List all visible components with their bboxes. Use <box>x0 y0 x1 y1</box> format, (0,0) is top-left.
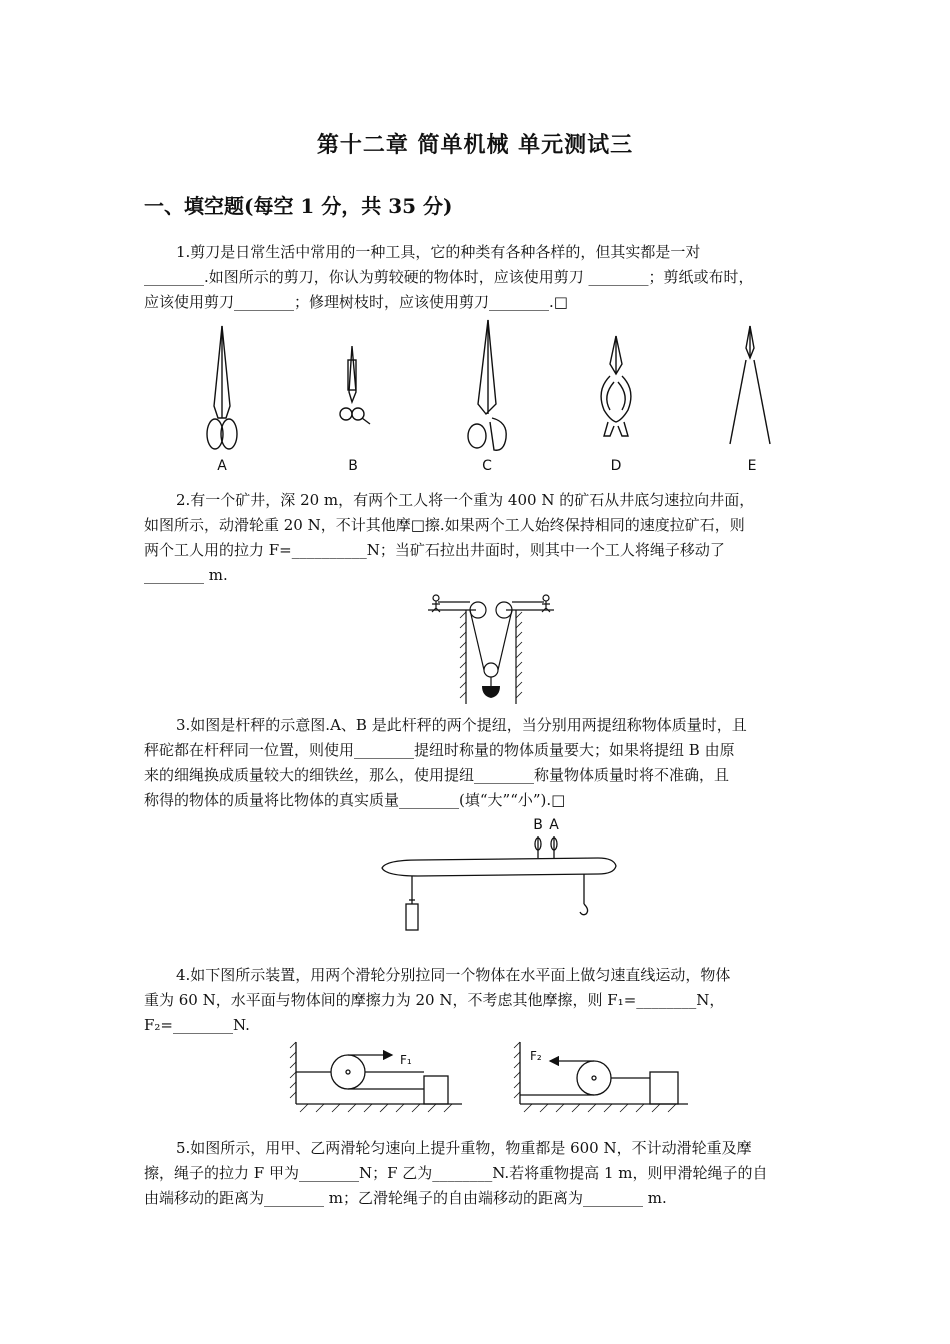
scissors-label-c: C <box>482 458 492 474</box>
steelyard-label-b: B <box>533 817 543 833</box>
question-3 <box>144 713 816 813</box>
question-4 <box>144 963 816 1038</box>
question-2-line-4: ________ m. <box>144 566 228 584</box>
question-3-line-1: 3.如图是杆秤的示意图.A、B 是此杆秤的两个提纽，当分别用两提纽称物体质量时，且 <box>176 716 747 734</box>
question-3-line-3: 来的细绳换成质量较大的细铁丝，那么，使用提纽________称量物体质量时将不准确，且 <box>144 766 730 784</box>
scissors-c-icon <box>468 320 506 450</box>
question-5 <box>144 1136 816 1211</box>
scissors-d-icon <box>601 336 631 436</box>
question-2 <box>144 488 816 588</box>
horizontal-pulley-figure <box>286 1038 696 1114</box>
question-5-line-3: 由端移动的距离为________ m；乙滑轮绳子的自由端移动的距离为________ m. <box>144 1189 667 1207</box>
question-4-line-2: 重为 60 N，水平面与物体间的摩擦力为 20 N，不考虑其他摩擦，则 F₁=________N， <box>144 991 725 1009</box>
scissors-a-icon <box>207 326 237 449</box>
question-1-line-1: 1.剪刀是日常生活中常用的一种工具，它的种类有各种各样的，但其实都是一对 <box>176 243 701 261</box>
pulley-label-f1: F₁ <box>400 1053 412 1067</box>
scissors-e-icon <box>730 326 770 444</box>
scissors-label-b: B <box>348 458 358 474</box>
question-3-line-2: 秤砣都在杆秤同一位置，则使用________提纽时称量的物体质量要大；如果将提纽 B 由原 <box>144 741 735 759</box>
question-5-line-1: 5.如图所示，用甲、乙两滑轮匀速向上提升重物，物重都是 600 N，不计动滑轮重及摩 <box>176 1139 752 1157</box>
question-2-line-1: 2.有一个矿井，深 20 m，有两个工人将一个重为 400 N 的矿石从井底匀速拉向井面， <box>176 491 755 509</box>
section-heading: 一、填空题(每空 1 分，共 35 分) <box>144 194 453 218</box>
scissors-b-icon <box>340 346 370 424</box>
steelyard-figure <box>378 814 628 934</box>
steelyard-label-a: A <box>549 817 559 833</box>
question-1 <box>144 240 816 315</box>
question-4-line-3: F₂=________N. <box>144 1016 250 1034</box>
question-2-line-3: 两个工人用的拉力 F=__________N；当矿石拉出井面时，则其中一个工人将绳子移动了 <box>144 541 725 559</box>
page-title: 第十二章 简单机械 单元测试三 <box>316 132 634 158</box>
pulley-label-f2: F₂ <box>530 1049 542 1063</box>
mine-pulley-figure <box>426 588 556 706</box>
question-3-line-4: 称得的物体的质量将比物体的真实质量________(填“大”“小”).□ <box>144 791 566 809</box>
scissors-figure <box>190 318 790 478</box>
scissors-label-d: D <box>610 458 622 474</box>
question-4-line-1: 4.如下图所示装置，用两个滑轮分别拉同一个物体在水平面上做匀速直线运动，物体 <box>176 966 731 984</box>
question-2-line-2: 如图所示，动滑轮重 20 N，不计其他摩□擦.如果两个工人始终保持相同的速度拉矿石，则 <box>144 516 745 534</box>
question-1-line-3: 应该使用剪刀________；修理树枝时，应该使用剪刀________.□ <box>144 293 568 311</box>
question-5-line-2: 擦，绳子的拉力 F 甲为________N；F 乙为________N.若将重物提高 1 m，则甲滑轮绳子的自 <box>144 1164 768 1182</box>
scissors-label-a: A <box>217 458 227 474</box>
scissors-label-e: E <box>747 458 757 474</box>
question-1-line-2: ________.如图所示的剪刀，你认为剪较硬的物体时，应该使用剪刀 ________；剪纸或布时， <box>144 268 754 286</box>
